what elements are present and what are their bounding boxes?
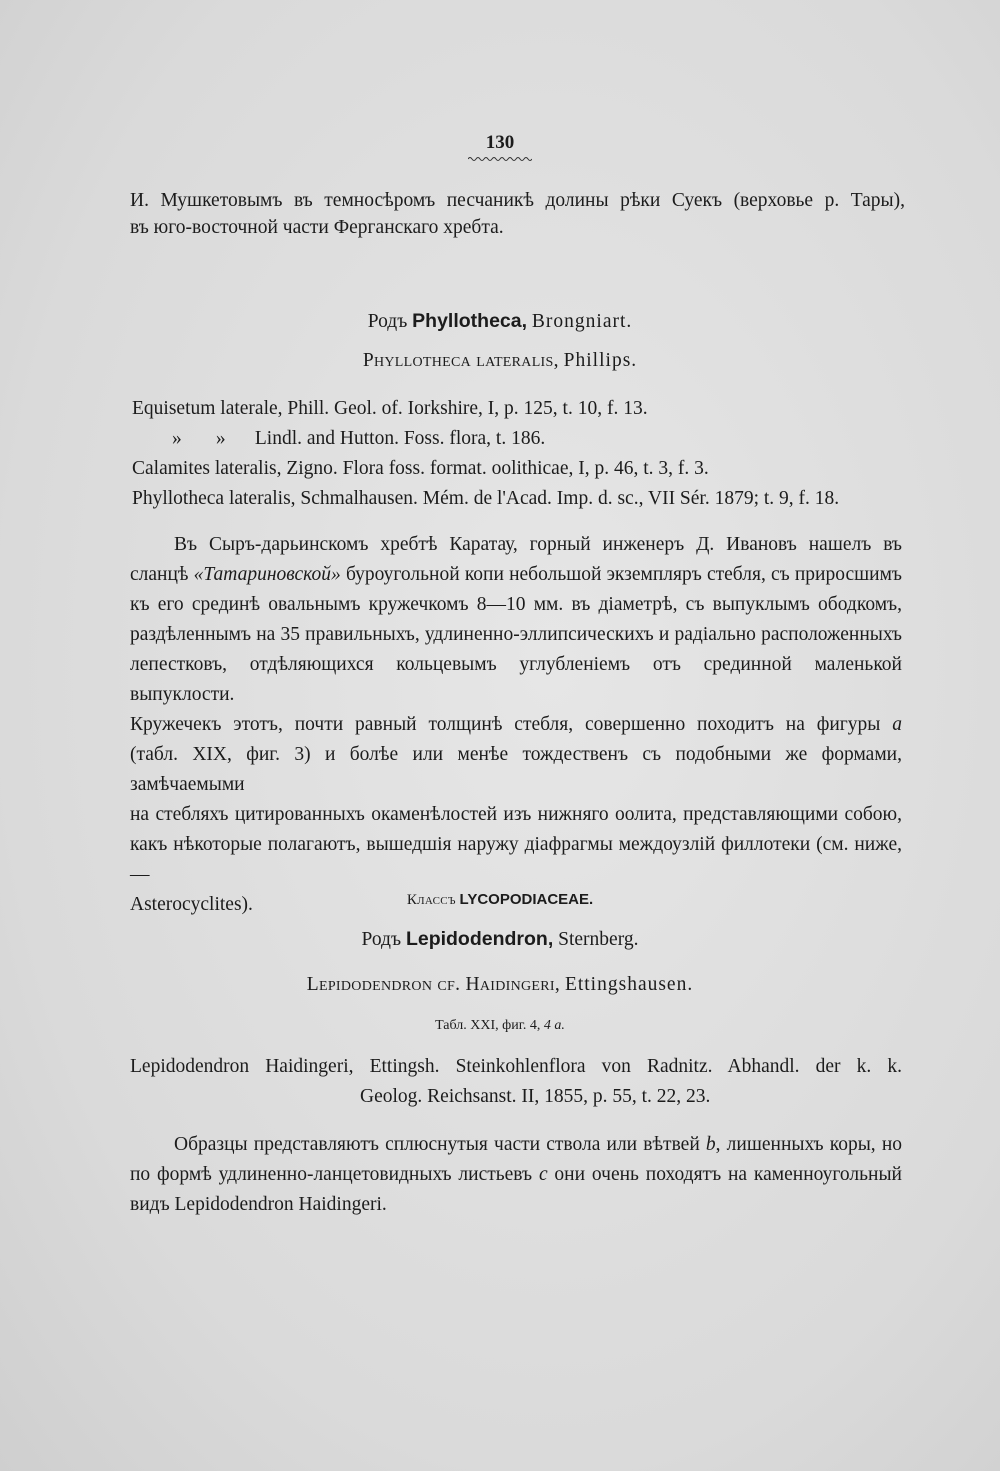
genus-prefix: Родъ	[367, 311, 408, 332]
intro-line-1: И. Мушкетовымъ въ темносѣромъ песчаникѣ долины рѣки Суекъ (верховье р. Тары),	[130, 190, 905, 211]
class-name: LYCOPODIACEAE.	[459, 891, 594, 908]
species-author: Phillips.	[563, 350, 638, 371]
synonym-line: Equisetum laterale, Phill. Geol. of. Iorkshire, I, p. 125, t. 10, f. 13.	[132, 398, 648, 419]
class-prefix: Классъ	[406, 892, 456, 908]
page-number: 130	[485, 132, 515, 153]
genus-author: Brongniart.	[531, 311, 633, 332]
genus-prefix: Родъ	[361, 929, 402, 950]
desc-line: раздѣленнымъ на 35 правильныхъ, удлиненно-эллипсическихъ и радіально расположенныхъ	[130, 624, 902, 645]
description-phyllotheca	[130, 530, 902, 920]
species-name: Phyllotheca lateralis,	[362, 350, 559, 371]
desc-line: Въ Сыръ-дарьинскомъ хребтѣ Каратау, горный инженеръ Д. Ивановъ нашелъ въ	[174, 534, 902, 555]
synonym-line: Geolog. Reichsanst. II, 1855, p. 55, t. 22, 23.	[360, 1086, 711, 1107]
desc-line: на стебляхъ цитированныхъ окаменѣлостей изъ нижняго оолита, представляющими собою,	[130, 804, 902, 825]
locality-name: «Татариновской»	[193, 564, 341, 585]
desc-line: къ его срединѣ овальнымъ кружечкомъ 8—10 мм. въ діаметрѣ, съ выпуклымъ ободкомъ,	[130, 594, 902, 615]
synonymy-lepidodendron	[130, 1052, 902, 1112]
page-number-ornament	[468, 156, 532, 162]
class-heading	[0, 888, 1000, 912]
desc-line: Asterocyclites).	[130, 894, 253, 915]
desc-line: видъ Lepidodendron Haidingeri.	[130, 1194, 387, 1215]
figure-letter: b	[705, 1134, 716, 1155]
desc-line: Кружечекъ этотъ, почти равный толщинѣ стебля, совершенно походитъ на фигуры a	[130, 714, 902, 735]
intro-line-2: въ юго-восточной части Ферганскаго хребта.	[130, 217, 504, 238]
desc-line: по формѣ удлиненно-ланцетовидныхъ листьевъ c они очень походятъ на каменноугольный	[130, 1164, 902, 1185]
species-name: Lepidodendron cf. Haidingeri,	[306, 974, 561, 995]
genus-name: Lepidodendron,	[405, 928, 554, 950]
figure-letter: a	[892, 714, 902, 735]
desc-line: лепестковъ, отдѣляющихся кольцевымъ углубленіемъ отъ срединной маленькой выпуклости.	[130, 654, 902, 705]
desc-line: сланцѣ «Татариновской» буроугольной копи небольшой экземпляръ стебля, съ приросшимъ	[130, 564, 903, 585]
genus-author: Sternberg.	[558, 929, 639, 950]
species-author: Ettingshausen.	[564, 974, 694, 995]
synonym-line: Lepidodendron Haidingeri, Ettingsh. Steinkohlenflora von Radnitz. Abhandl. der k. k.	[130, 1056, 902, 1077]
synonymy-list-phyllotheca	[132, 394, 912, 514]
species-heading-lepidodendron	[0, 970, 1000, 1000]
desc-line: Образцы представляютъ сплюснутыя части ствола или вѣтвей b, лишенныхъ коры, но	[174, 1134, 902, 1155]
desc-line: какъ нѣкоторые полагаютъ, вышедшія наружу діафрагмы междоузлій филлотеки (см. ниже,—	[130, 834, 902, 885]
synonym-line: Phyllotheca lateralis, Schmalhausen. Mém. de l'Acad. Imp. d. sc., VII Sér. 1879; t. 9, f. 18.	[132, 488, 840, 509]
plate-reference: Табл. XXI, фиг. 4, 4 a.	[435, 1018, 565, 1033]
synonym-line: Calamites lateralis, Zigno. Flora foss. format. oolithicae, I, p. 46, t. 3, f. 3.	[132, 458, 709, 479]
genus-heading-lepidodendron	[0, 924, 1000, 955]
synonym-line: » » Lindl. and Hutton. Foss. flora, t. 186.	[172, 428, 546, 449]
genus-heading-phyllotheca	[0, 306, 1000, 337]
figure-letter: c	[538, 1164, 548, 1185]
species-heading-phyllotheca-lateralis	[0, 346, 1000, 376]
genus-name: Phyllotheca,	[412, 310, 528, 332]
desc-line: (табл. XIX, фиг. 3) и болѣе или менѣе тождественъ съ подобными же формами, замѣчаемыми	[130, 744, 902, 795]
description-lepidodendron	[130, 1130, 902, 1220]
